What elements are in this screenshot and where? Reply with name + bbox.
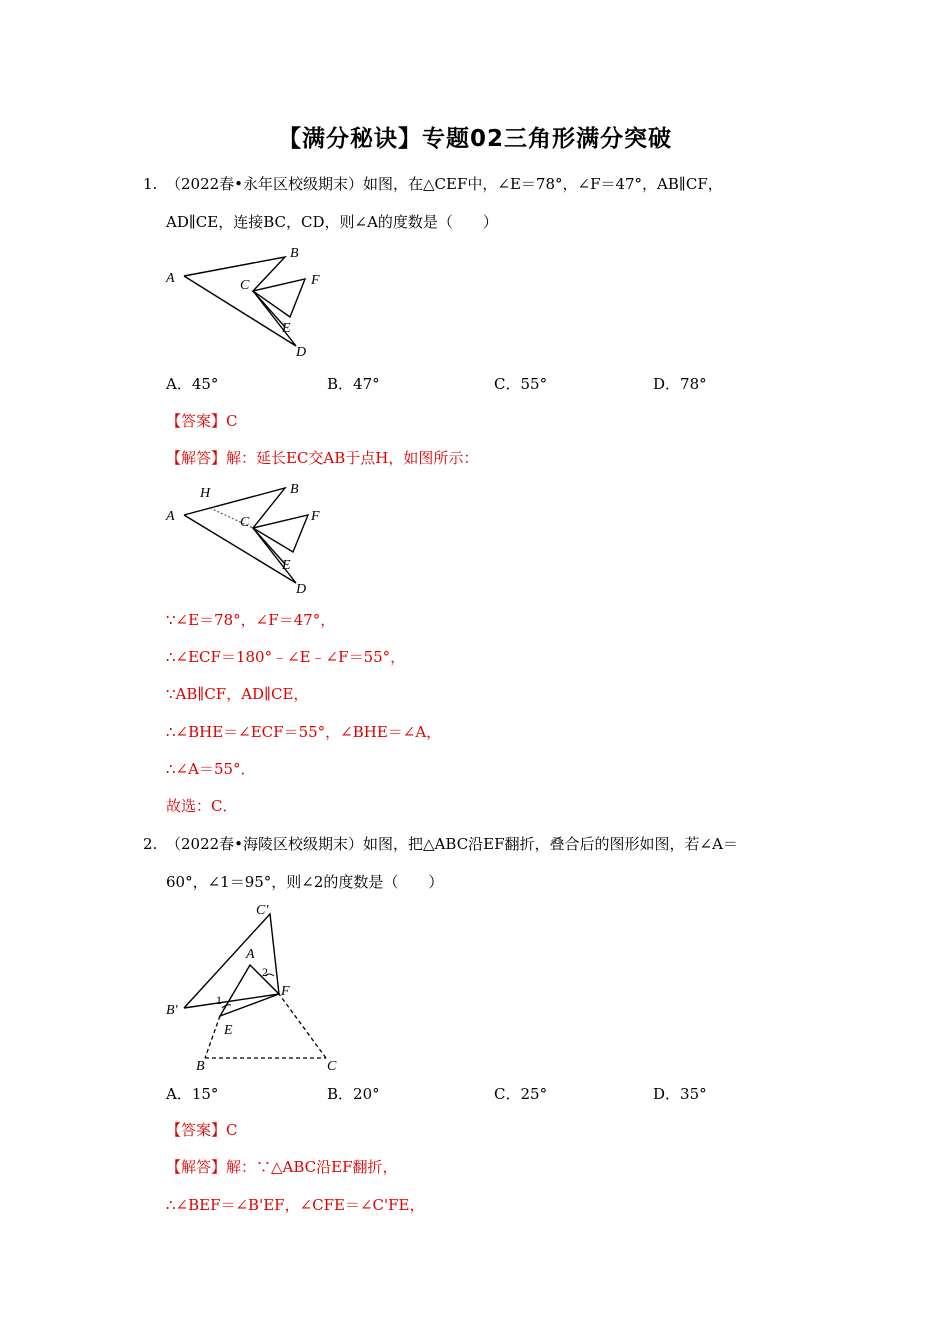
q2-label-c-prime: C′ bbox=[256, 903, 269, 918]
q1-solution-figure bbox=[160, 475, 340, 600]
q2-option-c[interactable]: C．25° bbox=[494, 1085, 548, 1103]
q1-label-c: C bbox=[240, 278, 250, 293]
q1-stem-line2: AD∥CE，连接BC，CD，则∠A的度数是（ ） bbox=[166, 213, 498, 231]
q2-label-c: C bbox=[327, 1059, 337, 1074]
q1-sol-label-c: C bbox=[240, 515, 250, 530]
q1-solution-intro: 【解答】解：延长EC交AB于点H，如图所示： bbox=[166, 449, 479, 467]
q2-number: 2. bbox=[143, 835, 158, 853]
q1-figure bbox=[160, 238, 340, 363]
q1-label-b: B bbox=[290, 246, 299, 261]
q1-sol-label-b: B bbox=[290, 482, 299, 497]
q1-step-3: ∵AB∥CF，AD∥CE， bbox=[166, 685, 309, 703]
q1-label-e: E bbox=[282, 321, 291, 336]
q1-step-5: ∴∠A＝55°． bbox=[166, 760, 256, 778]
q2-option-a[interactable]: A．15° bbox=[166, 1085, 219, 1103]
q2-label-a: A bbox=[246, 947, 255, 962]
q1-sol-label-f: F bbox=[311, 509, 320, 524]
q1-step-2: ∴∠ECF＝180°﹣∠E﹣∠F＝55°， bbox=[166, 648, 406, 666]
q1-option-c[interactable]: C．55° bbox=[494, 375, 548, 393]
q1-step-1: ∵∠E＝78°，∠F＝47°， bbox=[166, 611, 336, 629]
q1-label-d: D bbox=[296, 345, 307, 360]
q1-label-a: A bbox=[166, 271, 175, 286]
q1-option-d[interactable]: D．78° bbox=[653, 375, 707, 393]
q2-answer: 【答案】C bbox=[166, 1121, 238, 1139]
q2-step-1: ∴∠BEF＝∠B'EF，∠CFE＝∠C'FE， bbox=[166, 1196, 425, 1214]
q1-label-f: F bbox=[311, 273, 320, 288]
q2-option-b[interactable]: B．20° bbox=[327, 1085, 380, 1103]
q2-stem-line2: 60°，∠1＝95°，则∠2的度数是（ ） bbox=[166, 873, 444, 891]
q2-label-2: 2 bbox=[262, 965, 268, 979]
q1-step-6: 故选：C． bbox=[166, 797, 238, 815]
q2-figure bbox=[160, 898, 360, 1078]
q1-option-a[interactable]: A．45° bbox=[166, 375, 219, 393]
q2-stem-line1: （2022春•海陵区校级期末）如图，把△ABC沿EF翻折，叠合后的图形如图，若∠A＝ bbox=[166, 835, 738, 853]
page-title: 【满分秘诀】专题02三角形满分突破 bbox=[277, 126, 672, 152]
q2-label-e: E bbox=[224, 1023, 233, 1038]
q2-label-f: F bbox=[281, 984, 290, 999]
q2-label-b-prime: B′ bbox=[166, 1003, 178, 1018]
q1-option-b[interactable]: B．47° bbox=[327, 375, 380, 393]
q1-stem-line1: （2022春•永年区校级期末）如图，在△CEF中，∠E＝78°，∠F＝47°，AB∥CF， bbox=[166, 175, 723, 193]
q2-label-1: 1 bbox=[216, 993, 222, 1007]
q1-answer: 【答案】C bbox=[166, 412, 238, 430]
q1-step-4: ∴∠BHE＝∠ECF＝55°，∠BHE＝∠A， bbox=[166, 723, 442, 741]
q1-number: 1. bbox=[143, 175, 158, 193]
q2-option-d[interactable]: D．35° bbox=[653, 1085, 707, 1103]
q1-sol-label-d: D bbox=[296, 582, 307, 597]
q2-label-b: B bbox=[196, 1059, 205, 1074]
q2-solution-intro: 【解答】解：∵△ABC沿EF翻折， bbox=[166, 1158, 398, 1176]
q1-sol-label-a: A bbox=[166, 509, 175, 524]
q1-sol-label-h: H bbox=[200, 486, 211, 501]
q1-sol-label-e: E bbox=[282, 558, 291, 573]
